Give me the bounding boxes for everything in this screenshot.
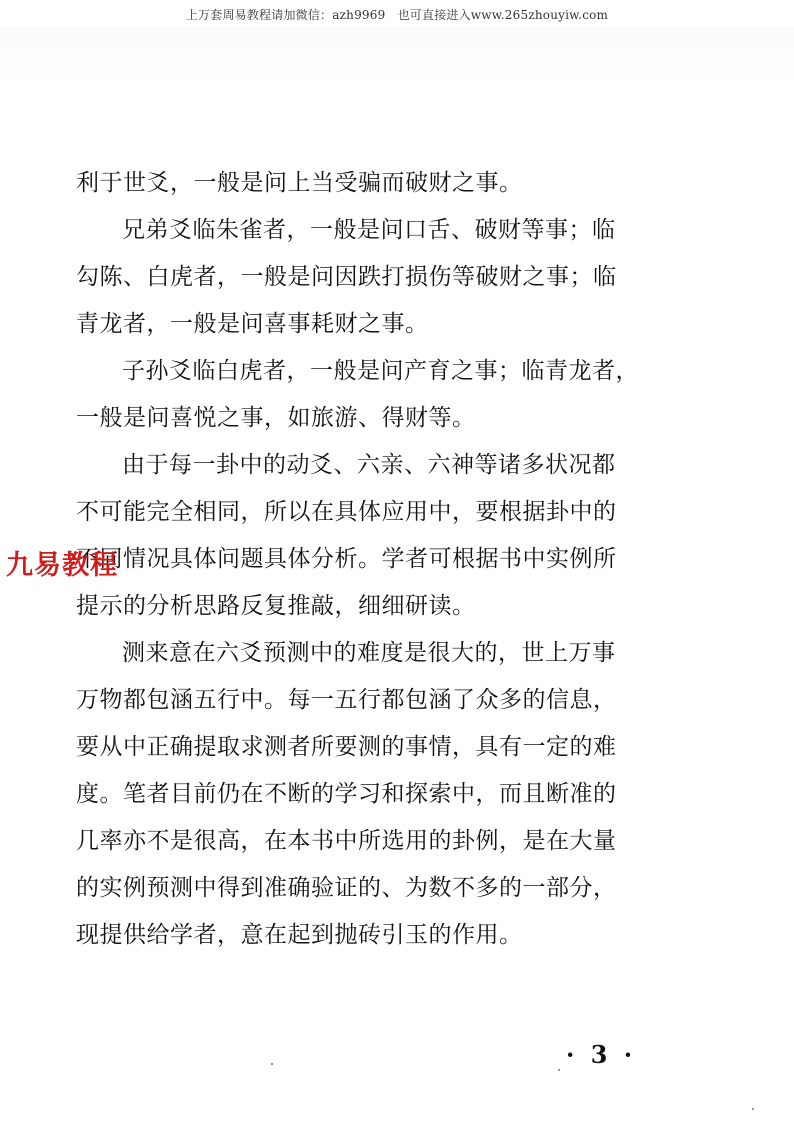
text-line-9: 不同情况具体问题具体分析。学者可根据书中实例所 [76,546,617,572]
text-line-10: 提示的分析思路反复推敲，细细研读。 [76,593,476,619]
header-band [0,26,794,84]
text-line-6: 一般是问喜悦之事，如旅游、得财等。 [76,405,476,431]
text-line-4: 青龙者，一般是问喜事耗财之事。 [76,311,429,337]
text-line-11: 测来意在六爻预测中的难度是很大的，世上万事 [122,640,616,666]
header-note: 上万套周易教程请加微信：azh9969 也可直接进入www.265zhouyiw.com [185,8,609,22]
text-line-1: 利于世爻，一般是问上当受骗而破财之事。 [76,170,523,196]
text-line-5: 子孙爻临白虎者，一般是问产育之事；临青龙者， [122,358,639,384]
scan-speck [271,1063,273,1065]
scan-speck [752,1108,754,1110]
text-line-3: 勾陈、白虎者，一般是问因跌打损伤等破财之事；临 [76,264,617,290]
text-line-14: 度。笔者目前仍在不断的学习和探索中，而且断准的 [76,781,617,807]
text-line-17: 现提供给学者，意在起到抛砖引玉的作用。 [76,922,523,948]
text-line-16: 的实例预测中得到准确验证的、为数不多的一部分， [76,875,617,901]
text-line-8: 不可能完全相同，所以在具体应用中，要根据卦中的 [76,499,617,525]
scan-speck [558,1069,560,1071]
text-line-7: 由于每一卦中的动爻、六亲、六神等诸多状况都 [122,452,616,478]
text-line-2: 兄弟爻临朱雀者，一般是问口舌、破财等事；临 [122,217,616,243]
text-line-15: 几率亦不是很高，在本书中所选用的卦例，是在大量 [76,828,617,854]
text-line-12: 万物都包涵五行中。每一五行都包涵了众多的信息， [76,687,617,713]
page-number: · 3 · [566,1040,637,1069]
watermark-logo: 九易教程 [6,550,118,581]
text-line-13: 要从中正确提取求测者所要测的事情，具有一定的难 [76,734,617,760]
body-text [76,160,676,959]
